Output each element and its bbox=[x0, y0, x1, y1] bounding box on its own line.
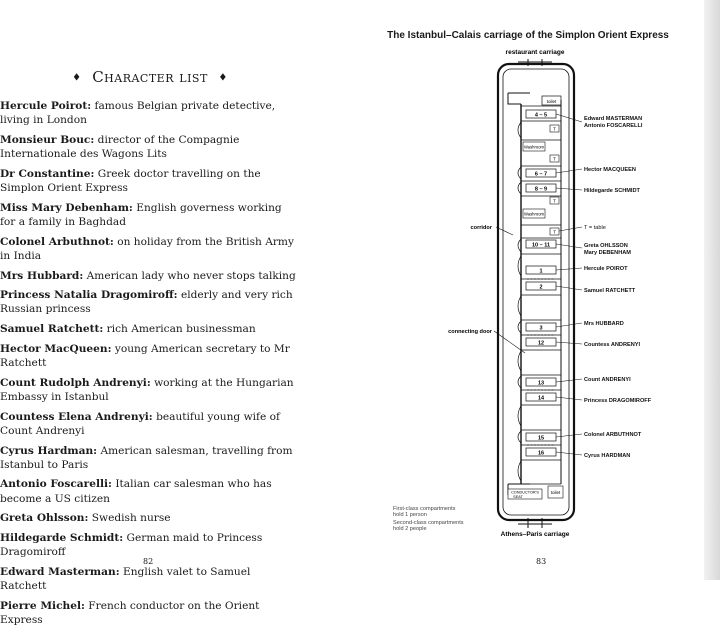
character-description: on holiday from the British Army in India bbox=[0, 235, 294, 262]
table-marker: T bbox=[553, 229, 556, 235]
character-entry bbox=[0, 342, 300, 370]
conductors-seat-label-2: SEAT bbox=[513, 495, 523, 499]
diamond-ornament-icon: ♦ bbox=[72, 72, 82, 84]
compartment-13: 13 bbox=[537, 380, 545, 387]
compartment-4-5: 4 – 5 bbox=[534, 112, 548, 119]
character-description: American salesman, travelling from Istanbul to Paris bbox=[0, 444, 293, 471]
table-marker: T bbox=[553, 156, 556, 162]
character-name: Edward Masterman: bbox=[0, 565, 120, 578]
character-name: Princess Natalia Dragomiroff: bbox=[0, 289, 178, 302]
table-marker: T bbox=[553, 198, 556, 204]
occupant-poirot: Hercule POIROT bbox=[584, 266, 628, 272]
character-list bbox=[0, 99, 300, 633]
occupant-count-andrenyi: Count ANDRENYI bbox=[584, 377, 631, 383]
character-entry bbox=[0, 531, 300, 559]
character-name: Pierre Michel: bbox=[0, 599, 85, 612]
character-name: Antonio Foscarelli: bbox=[0, 478, 112, 491]
character-entry bbox=[0, 477, 300, 505]
legend-second-class-2: hold 2 people bbox=[393, 526, 427, 532]
corridor-label: corridor bbox=[470, 225, 492, 231]
character-name: Colonel Arbuthnot: bbox=[0, 235, 114, 248]
compartment-12: 12 bbox=[537, 340, 545, 347]
occupant-debenham: Mary DEBENHAM bbox=[584, 250, 631, 256]
legend-first-class-1: First-class compartments bbox=[393, 506, 456, 512]
character-entry bbox=[0, 99, 300, 127]
compartment-16: 16 bbox=[537, 450, 545, 457]
left-page bbox=[0, 0, 358, 627]
character-entry bbox=[0, 511, 300, 525]
legend-second-class-1: Second-class compartments bbox=[393, 520, 464, 526]
character-list-title bbox=[0, 68, 300, 86]
character-description: American lady who never stops talking bbox=[86, 269, 296, 282]
character-name: Greta Ohlsson: bbox=[0, 512, 89, 525]
toilet-label-top: toilet bbox=[546, 99, 557, 104]
character-name: Countess Elena Andrenyi: bbox=[0, 410, 153, 423]
compartment-1: 1 bbox=[539, 268, 543, 275]
compartment-8-9: 8 – 9 bbox=[534, 186, 548, 193]
carriage-diagram bbox=[360, 0, 705, 580]
character-list-heading: Character list bbox=[92, 68, 208, 86]
character-name: Samuel Ratchett: bbox=[0, 323, 104, 336]
character-entry bbox=[0, 565, 300, 593]
table-boxes bbox=[550, 125, 559, 235]
table-key: T = table bbox=[584, 225, 606, 231]
legend-first-class-2: hold 1 person bbox=[393, 512, 427, 518]
character-description: English governess working for a family in Baghdad bbox=[0, 201, 282, 228]
character-entry bbox=[0, 235, 300, 263]
diamond-ornament-icon: ♦ bbox=[218, 72, 228, 84]
toilet-label-bottom: toilet bbox=[550, 490, 561, 495]
occupant-dragomiroff: Princess DRAGOMIROFF bbox=[584, 398, 652, 404]
athens-paris-carriage-label: Athens–Paris carriage bbox=[500, 531, 570, 538]
occupant-hubbard: Mrs HUBBARD bbox=[584, 321, 624, 327]
character-description: director of the Compagnie Internationale des Wagons Lits bbox=[0, 133, 240, 161]
occupant-ohlsson: Greta OHLSSON bbox=[584, 243, 628, 249]
compartment-6-7: 6 – 7 bbox=[534, 171, 548, 178]
right-page bbox=[360, 0, 705, 580]
occupant-schmidt: Hildegarde SCHMIDT bbox=[584, 188, 640, 194]
compartment-15: 15 bbox=[537, 435, 545, 442]
character-entry bbox=[0, 322, 300, 336]
character-description: beautiful young wife of Count Andrenyi bbox=[0, 410, 280, 437]
character-name: Monsieur Bouc: bbox=[0, 133, 95, 146]
character-description: Swedish nurse bbox=[91, 512, 171, 525]
character-name: Cyrus Hardman: bbox=[0, 444, 98, 457]
compartment-separators bbox=[521, 106, 561, 484]
character-description: French conductor on the Orient Express bbox=[0, 599, 260, 627]
character-name: Miss Mary Debenham: bbox=[0, 201, 133, 214]
character-name: Hercule Poirot: bbox=[0, 100, 92, 112]
character-name: Dr Constantine: bbox=[0, 167, 95, 180]
character-description: working at the Hungarian Embassy in Istanbul bbox=[0, 376, 294, 403]
compartment-10-11: 10 – 11 bbox=[531, 242, 551, 249]
character-entry bbox=[0, 133, 300, 161]
conductors-seat-label-1: CONDUCTOR'S bbox=[511, 490, 539, 495]
occupant-macqueen: Hector MACQUEEN bbox=[584, 167, 636, 173]
character-description: young American secretary to Mr Ratchett bbox=[0, 342, 290, 370]
character-description: German maid to Princess Dragomiroff bbox=[0, 532, 263, 559]
page-number-left: 82 bbox=[143, 557, 154, 566]
connecting-door-label: connecting door bbox=[448, 329, 492, 335]
character-name: Hildegarde Schmidt: bbox=[0, 532, 124, 545]
character-description: rich American businessman bbox=[106, 323, 256, 336]
diagram-title: The Istanbul–Calais carriage of the Simplon Orient Express bbox=[387, 30, 669, 41]
character-entry bbox=[0, 444, 300, 472]
character-description: Greek doctor travelling on the Simplon Orient Express bbox=[0, 167, 261, 195]
occupant-arbuthnot: Colonel ARBUTHNOT bbox=[584, 432, 642, 438]
compartment-14: 14 bbox=[537, 395, 545, 402]
character-entry bbox=[0, 269, 300, 283]
table-marker: T bbox=[553, 126, 556, 132]
washroom-label: Washroom bbox=[523, 211, 545, 217]
connecting-door-marks bbox=[527, 279, 555, 445]
occupant-foscarelli: Antonio FOSCARELLI bbox=[584, 123, 643, 129]
character-description: famous Belgian private detective, living in London bbox=[0, 100, 276, 127]
book-gutter-shadow bbox=[704, 0, 720, 580]
character-name: Hector MacQueen: bbox=[0, 342, 112, 355]
character-entry bbox=[0, 167, 300, 195]
washroom-boxes bbox=[523, 142, 548, 218]
character-entry bbox=[0, 376, 300, 404]
character-entry bbox=[0, 201, 300, 229]
page-number-right: 83 bbox=[536, 557, 547, 566]
occupant-countess-andrenyi: Countess ANDRENYI bbox=[584, 342, 641, 348]
character-description: elderly and very rich Russian princess bbox=[0, 289, 293, 316]
character-entry bbox=[0, 288, 300, 316]
character-entry bbox=[0, 410, 300, 438]
compartment-3: 3 bbox=[539, 325, 543, 332]
occupant-hardman: Cyrus HARDMAN bbox=[584, 453, 631, 459]
character-entry bbox=[0, 599, 300, 627]
washroom-label: Washroom bbox=[523, 144, 545, 150]
occupant-ratchett: Samuel RATCHETT bbox=[584, 288, 636, 294]
occupant-masterman: Edward MASTERMAN bbox=[584, 116, 643, 122]
character-description: English valet to Samuel Ratchett bbox=[0, 565, 251, 593]
character-description: Italian car salesman who has become a US citizen bbox=[0, 478, 272, 505]
character-name: Count Rudolph Andrenyi: bbox=[0, 376, 151, 389]
character-name: Mrs Hubbard: bbox=[0, 269, 84, 282]
restaurant-carriage-label: restaurant carriage bbox=[505, 49, 565, 56]
compartment-2: 2 bbox=[539, 284, 543, 291]
